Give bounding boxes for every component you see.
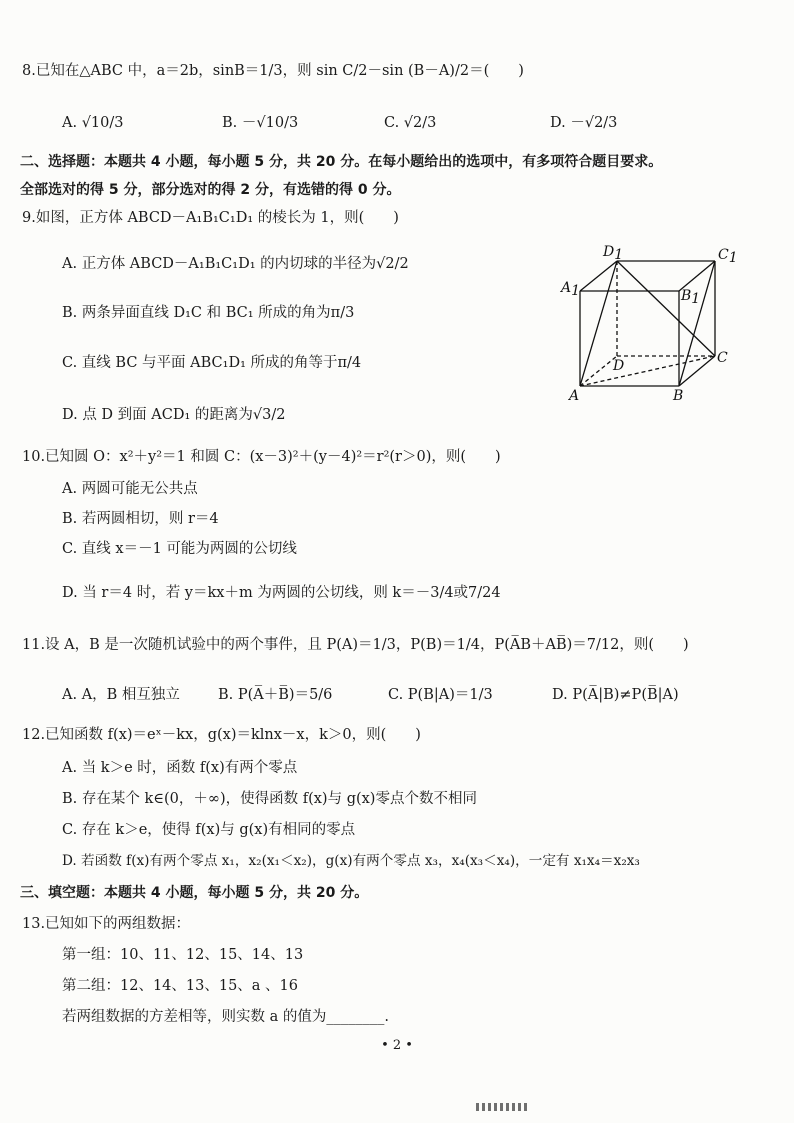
q11-option-a: A. A，B 相互独立 [62, 687, 180, 703]
q12-option-c: C. 存在 k＞e，使得 f(x)与 g(x)有相同的零点 [62, 822, 356, 838]
question-12: 12.已知函数 f(x)＝eˣ－kx，g(x)＝klnx－x，k＞0，则( ) [22, 727, 421, 743]
q13-data-group-1: 第一组：10、11、12、15、14、13 [62, 947, 304, 963]
label-d1: D1 [603, 244, 624, 263]
q9-option-b: B. 两条异面直线 D₁C 和 BC₁ 所成的角为π/3 [62, 305, 355, 321]
section-3-heading: 三、填空题：本题共 4 小题，每小题 5 分，共 20 分。 [20, 885, 369, 901]
q13-prompt: 若两组数据的方差相等，则实数 a 的值为________. [62, 1009, 389, 1025]
label-c: C [717, 350, 728, 366]
q10-option-d: D. 当 r＝4 时，若 y＝kx＋m 为两圆的公切线，则 k＝－3/4或7/24 [62, 585, 501, 601]
label-a: A [569, 388, 580, 404]
q10-option-a: A. 两圆可能无公共点 [62, 481, 198, 497]
question-10: 10.已知圆 O：x²＋y²＝1 和圆 C：(x－3)²＋(y－4)²＝r²(r＞0)，则( ) [22, 449, 501, 465]
q12-option-d: D. 若函数 f(x)有两个零点 x₁，x₂(x₁＜x₂)，g(x)有两个零点 x₃，x₄(x₃＜x₄)，一定有 x₁x₄＝x₂x₃ [62, 853, 640, 869]
q9-option-a: A. 正方体 ABCD－A₁B₁C₁D₁ 的内切球的半径为√2/2 [62, 256, 409, 272]
question-8: 8.已知在△ABC 中，a＝2b，sinB＝1/3，则 sin C/2－sin (B－A)/2＝( ) [22, 63, 524, 79]
q9-option-c: C. 直线 BC 与平面 ABC₁D₁ 所成的角等于π/4 [62, 355, 362, 371]
diag-d1-c [617, 261, 715, 356]
q11-option-c: C. P(B|A)＝1/3 [388, 687, 493, 703]
section-2-scoring: 全部选对的得 5 分，部分选对的得 2 分，有选错的得 0 分。 [20, 182, 401, 198]
label-b: B [673, 388, 684, 404]
scan-artifact [476, 1103, 528, 1111]
question-13: 13.已知如下的两组数据： [22, 916, 191, 932]
q10-option-b: B. 若两圆相切，则 r＝4 [62, 511, 219, 527]
label-b1: B1 [681, 288, 701, 307]
label-a1: A1 [561, 280, 581, 299]
q10-option-c: C. 直线 x＝－1 可能为两圆的公切线 [62, 541, 297, 557]
q13-data-group-2: 第二组：12、14、13、15、a 、16 [62, 978, 299, 994]
q8-option-c: C. √2/3 [384, 115, 437, 131]
page-number: • 2 • [381, 1038, 413, 1053]
q8-option-b: B. －√10/3 [222, 115, 299, 131]
question-9: 9.如图，正方体 ABCD－A₁B₁C₁D₁ 的棱长为 1，则( ) [22, 210, 399, 226]
q8-option-a: A. √10/3 [62, 115, 124, 131]
diag-d1-a [580, 261, 617, 386]
hidden-edge-a-d [580, 356, 617, 386]
question-11: 11.设 A，B 是一次随机试验中的两个事件，且 P(A)＝1/3，P(B)＝1/4，P(A̅B＋AB̅)＝7/12，则( ) [22, 637, 689, 653]
q8-option-d: D. －√2/3 [550, 115, 618, 131]
section-2-heading: 二、选择题：本题共 4 小题，每小题 5 分，共 20 分。在每小题给出的选项中，有多项符合题目要求。 [20, 154, 663, 170]
diag-c1-b [679, 261, 715, 386]
label-c1: C1 [718, 247, 738, 266]
hidden-diag-a-c [580, 356, 715, 386]
q12-option-b: B. 存在某个 k∈(0，＋∞)，使得函数 f(x)与 g(x)零点个数不相同 [62, 791, 477, 807]
q11-option-d: D. P(A̅|B)≠P(B̅|A) [552, 687, 679, 703]
edge-a1-d1 [580, 261, 617, 291]
q11-option-b: B. P(A̅＋B̅)＝5/6 [218, 687, 333, 703]
q12-option-a: A. 当 k＞e 时，函数 f(x)有两个零点 [62, 760, 298, 776]
q9-option-d: D. 点 D 到面 ACD₁ 的距离为√3/2 [62, 407, 286, 423]
cube-figure [555, 238, 745, 408]
label-d: D [613, 358, 625, 374]
edge-c1-b1 [679, 261, 715, 291]
